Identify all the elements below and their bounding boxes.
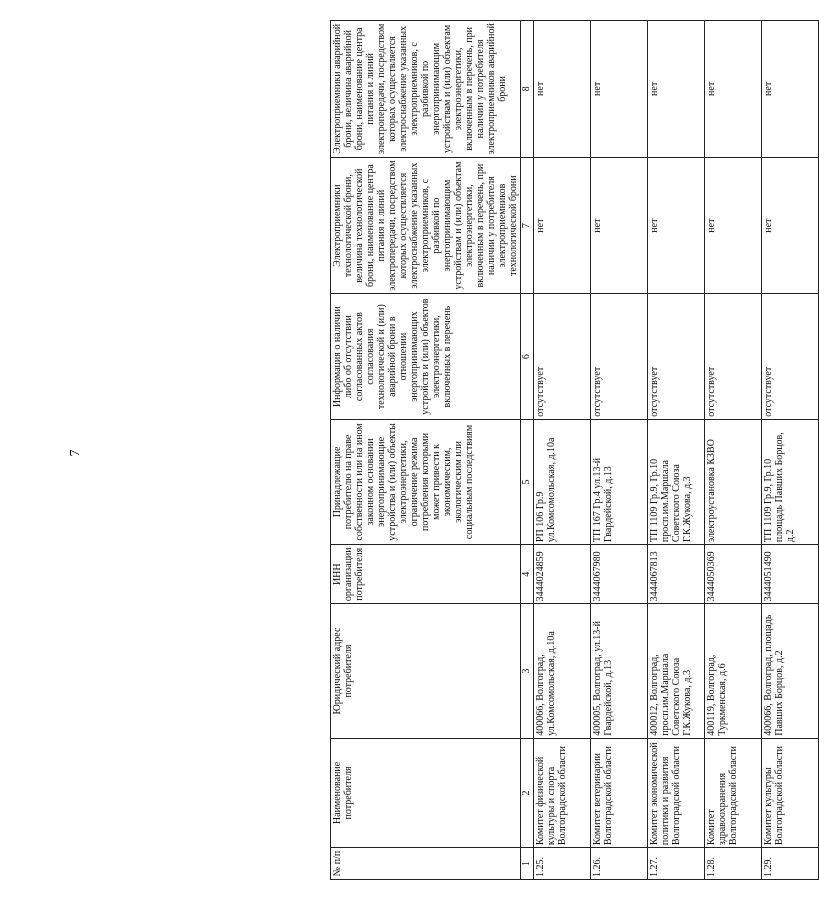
- header-address: Юридический адрес потребителя: [331, 604, 521, 738]
- header-devices: Принадлежащие потребителю на праве собственности или на ином законном основании энергопринимающие устройства и (или) объекты электроэнергетики, ограничение режима потребления которыми может привести к экономическим, экологическим или социальным последствиям: [331, 419, 521, 544]
- consumer-devices: ТП 1109 Гр.9, Гр.10 просп.им.Маршала Советского Союза Г.К.Жукова, д.3: [648, 419, 705, 544]
- table-row: [762, 21, 819, 880]
- acts-info: отсутствует: [534, 294, 591, 419]
- row-number: 1.29.: [762, 848, 819, 880]
- consumer-inn: 3444051490: [762, 545, 819, 604]
- column-number: 7: [521, 157, 534, 294]
- acts-info: отсутствует: [591, 294, 648, 419]
- header-emergency-reserve: Электроприемники аварийной брони, величина аварийной брони, наименование центра питания и линий электропередачи, посредством которых осуществляется электроснабжение указанных электроприемников, с разбивкой по энергопринимающим устройствам и (или) объектам электроэнергетики, включенным в перечень, при наличии у потребителя электроприемников аварийной брони: [331, 21, 521, 158]
- header-acts: Информация о наличии либо об отсутствии согласованных актов согласования технологической и (или) аварийной брони в отношении энергопринимающих устройств и (или) объектов электроэнергетики, включенных в перечень: [331, 294, 521, 419]
- emergency-reserve: нет: [762, 21, 819, 158]
- consumer-inn: 3444024859: [534, 545, 591, 604]
- consumer-address: 400066, Волгоград, ул.Комсомольская, д.10а: [534, 604, 591, 738]
- header-name: Наименование потребителя: [331, 738, 521, 847]
- consumer-name: Комитет ветеринарии Волгоградской области: [591, 738, 648, 847]
- emergency-reserve: нет: [534, 21, 591, 158]
- tech-reserve: нет: [762, 157, 819, 294]
- consumer-name: Комитет культуры Волгоградской области: [762, 738, 819, 847]
- consumer-name: Комитет физической культуры и спорта Волгоградской области: [534, 738, 591, 847]
- consumer-devices: РП 106 Гр.9 ул.Комсомольская, д.10а: [534, 419, 591, 544]
- consumer-name: Комитет здравоохранения Волгоградской области: [705, 738, 762, 847]
- consumer-devices: ТП 167 Гр.4 ул.13-й Гвардейской, д.13: [591, 419, 648, 544]
- consumer-name: Комитет экономической политики и развития Волгоградской области: [648, 738, 705, 847]
- tech-reserve: нет: [648, 157, 705, 294]
- row-number: 1.28.: [705, 848, 762, 880]
- consumer-devices: электроустановка КЗВО: [705, 419, 762, 544]
- consumer-devices: ТП 1109 Гр.9, Гр.10 площадь Павших Борцов, д.2: [762, 419, 819, 544]
- consumer-address: 400119, Волгоград, Туркменская, д.6: [705, 604, 762, 738]
- tech-reserve: нет: [534, 157, 591, 294]
- acts-info: отсутствует: [705, 294, 762, 419]
- acts-info: отсутствует: [648, 294, 705, 419]
- column-number: 3: [521, 604, 534, 738]
- column-number: 2: [521, 738, 534, 847]
- tech-reserve: нет: [591, 157, 648, 294]
- table-header-row: [331, 21, 521, 880]
- consumer-address: 400005, Волгоград, ул.13-й Гвардейской, д.13: [591, 604, 648, 738]
- row-number: 1.27.: [648, 848, 705, 880]
- consumer-inn: 3444067813: [648, 545, 705, 604]
- column-number: 5: [521, 419, 534, 544]
- tech-reserve: нет: [705, 157, 762, 294]
- table-row: [648, 21, 705, 880]
- emergency-reserve: нет: [591, 21, 648, 158]
- table-row: [591, 21, 648, 880]
- acts-info: отсутствует: [762, 294, 819, 419]
- column-number: 6: [521, 294, 534, 419]
- header-number: № п/п: [331, 848, 521, 880]
- rotated-table-container: [330, 20, 796, 880]
- column-number: 4: [521, 545, 534, 604]
- row-number: 1.25.: [534, 848, 591, 880]
- column-number-row: [521, 21, 534, 880]
- header-inn: ИНН организации потребителя: [331, 545, 521, 604]
- consumer-inn: 3444050369: [705, 545, 762, 604]
- consumers-table: [330, 20, 819, 880]
- emergency-reserve: нет: [705, 21, 762, 158]
- consumer-inn: 3444067980: [591, 545, 648, 604]
- consumer-address: 400066, Волгоград, площадь Павших Борцов, д.2: [762, 604, 819, 738]
- table-row: [705, 21, 762, 880]
- consumer-address: 400012, Волгоград, просп.им.Маршала Советского Союза Г.К.Жукова, д.3: [648, 604, 705, 738]
- column-number: 1: [521, 848, 534, 880]
- column-number: 8: [521, 21, 534, 158]
- emergency-reserve: нет: [648, 21, 705, 158]
- header-tech-reserve: Электроприемники технологической брони, величина технологической брони, наименование центра питания и линий электропередачи, посредством которых осуществляется электроснабжение указанных электроприемников, с разбивкой по энергопринимающим устройствам и (или) объектам электроэнергетики, включенным в перечень, при наличии у потребителя электроприемников технологической брони: [331, 157, 521, 294]
- table-row: [534, 21, 591, 880]
- row-number: 1.26.: [591, 848, 648, 880]
- page-number: 7: [68, 449, 83, 457]
